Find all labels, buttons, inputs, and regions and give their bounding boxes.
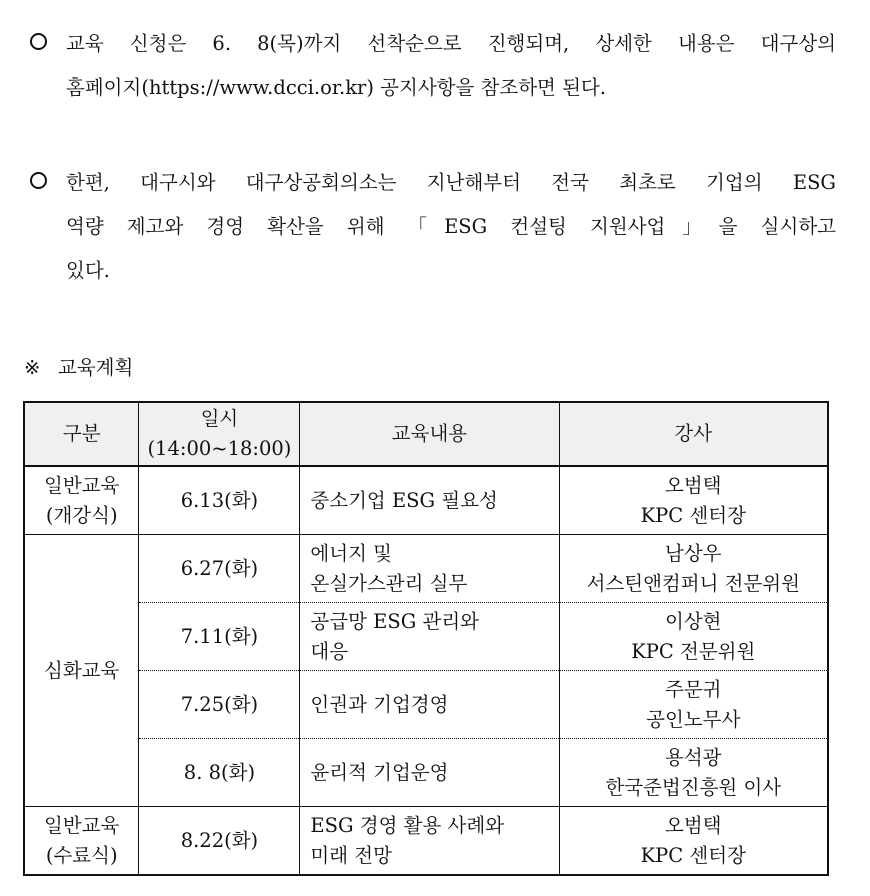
content-line: 공급망 ESG 관리와: [310, 609, 479, 633]
instructor-name: 남상우: [665, 541, 722, 565]
table-header-row: [24, 402, 828, 466]
content-line: 미래 전망: [310, 843, 392, 867]
instructor-name: 용석광: [665, 745, 722, 769]
header-date-time: (14:00~18:00): [147, 437, 292, 460]
content-line: 대응: [310, 639, 349, 663]
table-row: [24, 535, 828, 603]
cell-category: 심화교육: [24, 535, 139, 807]
cell-category: [24, 466, 139, 535]
instructor-title: KPC 센터장: [640, 503, 746, 527]
cell-content: [300, 603, 559, 671]
table-row: [24, 466, 828, 535]
instructor-title: 공인노무사: [646, 707, 741, 731]
table-row: [24, 739, 828, 807]
content-line: 에너지 및: [310, 541, 392, 565]
education-schedule-table: [23, 401, 829, 876]
category-label: 일반교육: [44, 813, 120, 837]
cell-content: [300, 535, 559, 603]
content-line: 중소기업 ESG 필요성: [310, 488, 498, 512]
instructor-name: 주문귀: [665, 677, 722, 701]
paragraph-line: 한편, 대구시와 대구상공회의소는 지난해부터 전국 최초로 기업의 ESG: [66, 171, 836, 194]
cell-instructor: [559, 807, 828, 876]
cell-date: 6.27(화): [139, 535, 300, 603]
notice-paragraph-esg-consulting: [30, 167, 836, 287]
instructor-title: 서스틴앤컴퍼니 전문위원: [586, 571, 800, 595]
content-line: 인권과 기업경영: [310, 692, 449, 716]
content-line: 윤리적 기업운영: [310, 760, 449, 784]
instructor-name: 오범택: [665, 813, 722, 837]
category-label: 일반교육: [44, 473, 120, 497]
header-content: 교육내용: [300, 402, 559, 466]
cell-content: [300, 739, 559, 807]
table-row: [24, 603, 828, 671]
instructor-title: 한국준법진흥원 이사: [605, 775, 782, 799]
content-line: 온실가스관리 실무: [310, 571, 468, 595]
content-line: ESG 경영 활용 사례와: [310, 813, 505, 837]
instructor-title: KPC 센터장: [640, 843, 746, 867]
header-date-label: 일시: [200, 407, 239, 430]
cell-content: [300, 671, 559, 739]
cell-content: [300, 466, 559, 535]
circle-bullet-icon: [30, 172, 47, 189]
notice-paragraph-application: [30, 28, 836, 108]
cell-instructor: [559, 739, 828, 807]
cell-date: 7.11(화): [139, 603, 300, 671]
cell-date: 6.13(화): [139, 466, 300, 535]
education-plan-title: 교육계획: [58, 356, 134, 379]
paragraph-line: 있다.: [66, 259, 110, 282]
header-category: 구분: [24, 402, 139, 466]
cell-instructor: [559, 466, 828, 535]
circle-bullet-icon: [30, 33, 47, 50]
education-plan-heading: [24, 352, 133, 380]
header-instructor: 강사: [559, 402, 828, 466]
header-date: [139, 402, 300, 466]
category-sublabel: (수료식): [45, 843, 118, 867]
cell-date: 8. 8(화): [139, 739, 300, 807]
cell-date: 7.25(화): [139, 671, 300, 739]
cell-content: [300, 807, 559, 876]
reference-mark-icon: ※: [24, 356, 41, 379]
table-row: [24, 671, 828, 739]
cell-category: [24, 807, 139, 876]
paragraph-line: 교육 신청은 6. 8(목)까지 선착순으로 진행되며, 상세한 내용은 대구상의: [66, 32, 836, 55]
cell-instructor: [559, 535, 828, 603]
paragraph-line: 홈페이지(https://www.dcci.or.kr) 공지사항을 참조하면 된다.: [66, 76, 606, 99]
paragraph-line: 역량 제고와 경영 확산을 위해 「ESG 컨설팅 지원사업」을 실시하고: [66, 215, 836, 238]
instructor-title: KPC 전문위원: [631, 639, 756, 663]
cell-date: 8.22(화): [139, 807, 300, 876]
cell-instructor: [559, 603, 828, 671]
cell-instructor: [559, 671, 828, 739]
instructor-name: 이상현: [665, 609, 722, 633]
instructor-name: 오범택: [665, 473, 722, 497]
table-row: [24, 807, 828, 876]
category-sublabel: (개강식): [45, 503, 118, 527]
